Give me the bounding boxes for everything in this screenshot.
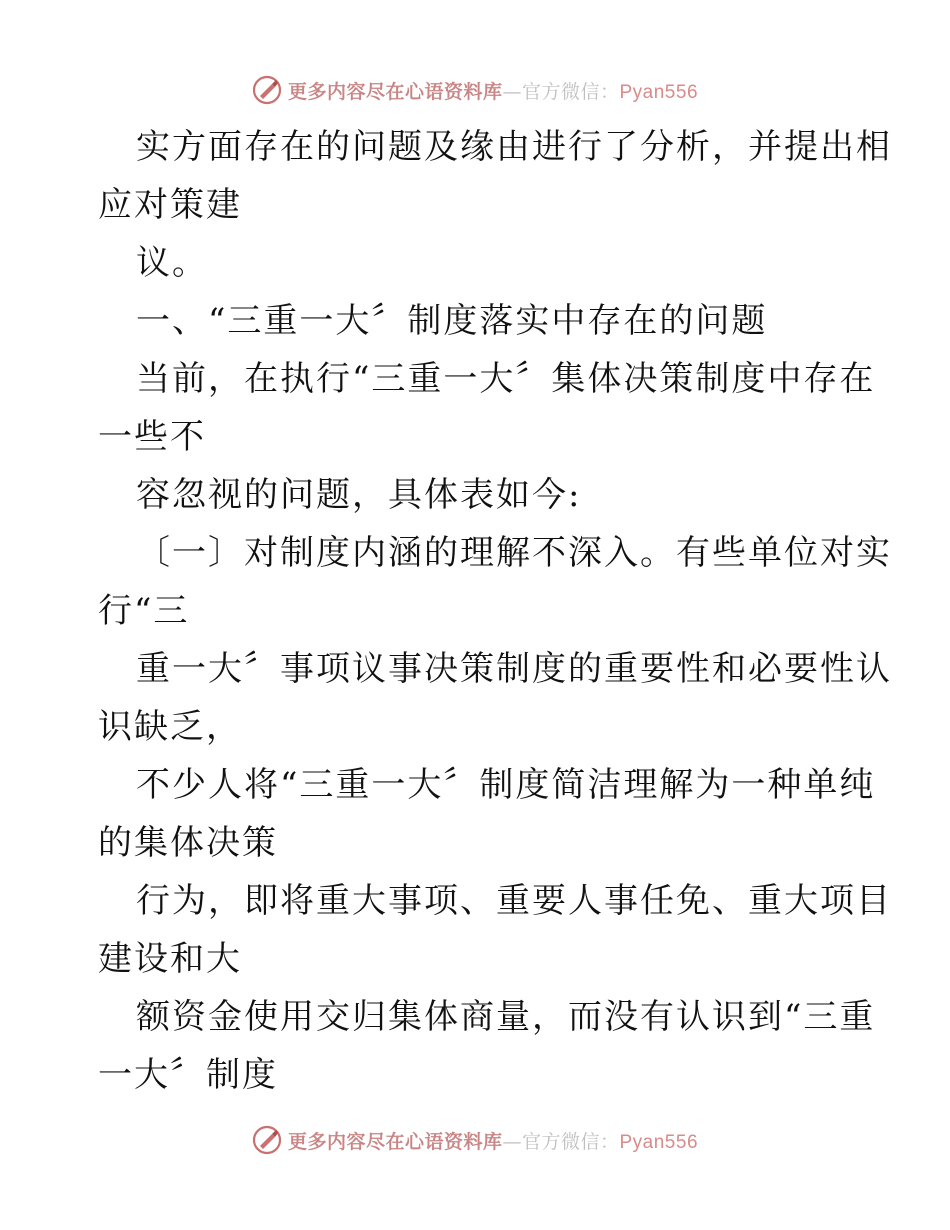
banner-separator: —官方微信： bbox=[502, 1130, 620, 1153]
text-line: 的集体决策 bbox=[98, 823, 278, 863]
quill-logo-icon bbox=[252, 75, 282, 105]
banner-title: 更多内容尽在心语资料库 bbox=[287, 1130, 503, 1153]
text-line: 行“三 bbox=[98, 591, 190, 631]
text-line: 一大〞制度 bbox=[98, 1055, 278, 1095]
footer-watermark bbox=[0, 1120, 950, 1160]
section-heading: 一、“三重一大〞制度落实中存在的问题 bbox=[136, 301, 768, 341]
text-line: 实方面存在的问题及缘由进行了分析，并提出相 bbox=[136, 127, 892, 167]
text-line: 额资金使用交归集体商量，而没有认识到“三重 bbox=[136, 997, 876, 1037]
quill-logo-icon bbox=[252, 1125, 282, 1155]
text-line: 容忽视的问题，具体表如今: bbox=[136, 475, 582, 515]
text-line: 应对策建 bbox=[98, 185, 242, 225]
banner-separator: —官方微信： bbox=[502, 80, 620, 103]
text-line: 一些不 bbox=[98, 417, 206, 457]
header-watermark bbox=[0, 70, 950, 110]
document-body bbox=[98, 118, 892, 1104]
banner-wechat-id: Pyan556 bbox=[619, 81, 699, 103]
text-line: 议。 bbox=[136, 243, 208, 283]
banner-title: 更多内容尽在心语资料库 bbox=[287, 80, 503, 103]
text-line: 重一大〞事项议事决策制度的重要性和必要性认 bbox=[136, 649, 892, 689]
text-line: 行为，即将重大事项、重要人事任免、重大项目 bbox=[136, 881, 892, 921]
text-line: 〔一〕对制度内涵的理解不深入。有些单位对实 bbox=[136, 533, 892, 573]
text-line: 当前，在执行“三重一大〞集体决策制度中存在 bbox=[136, 359, 876, 399]
text-line: 不少人将“三重一大〞制度简洁理解为一种单纯 bbox=[136, 765, 876, 805]
banner-wechat-id: Pyan556 bbox=[619, 1131, 699, 1153]
text-line: 建设和大 bbox=[98, 939, 242, 979]
text-line: 识缺乏， bbox=[98, 707, 242, 747]
